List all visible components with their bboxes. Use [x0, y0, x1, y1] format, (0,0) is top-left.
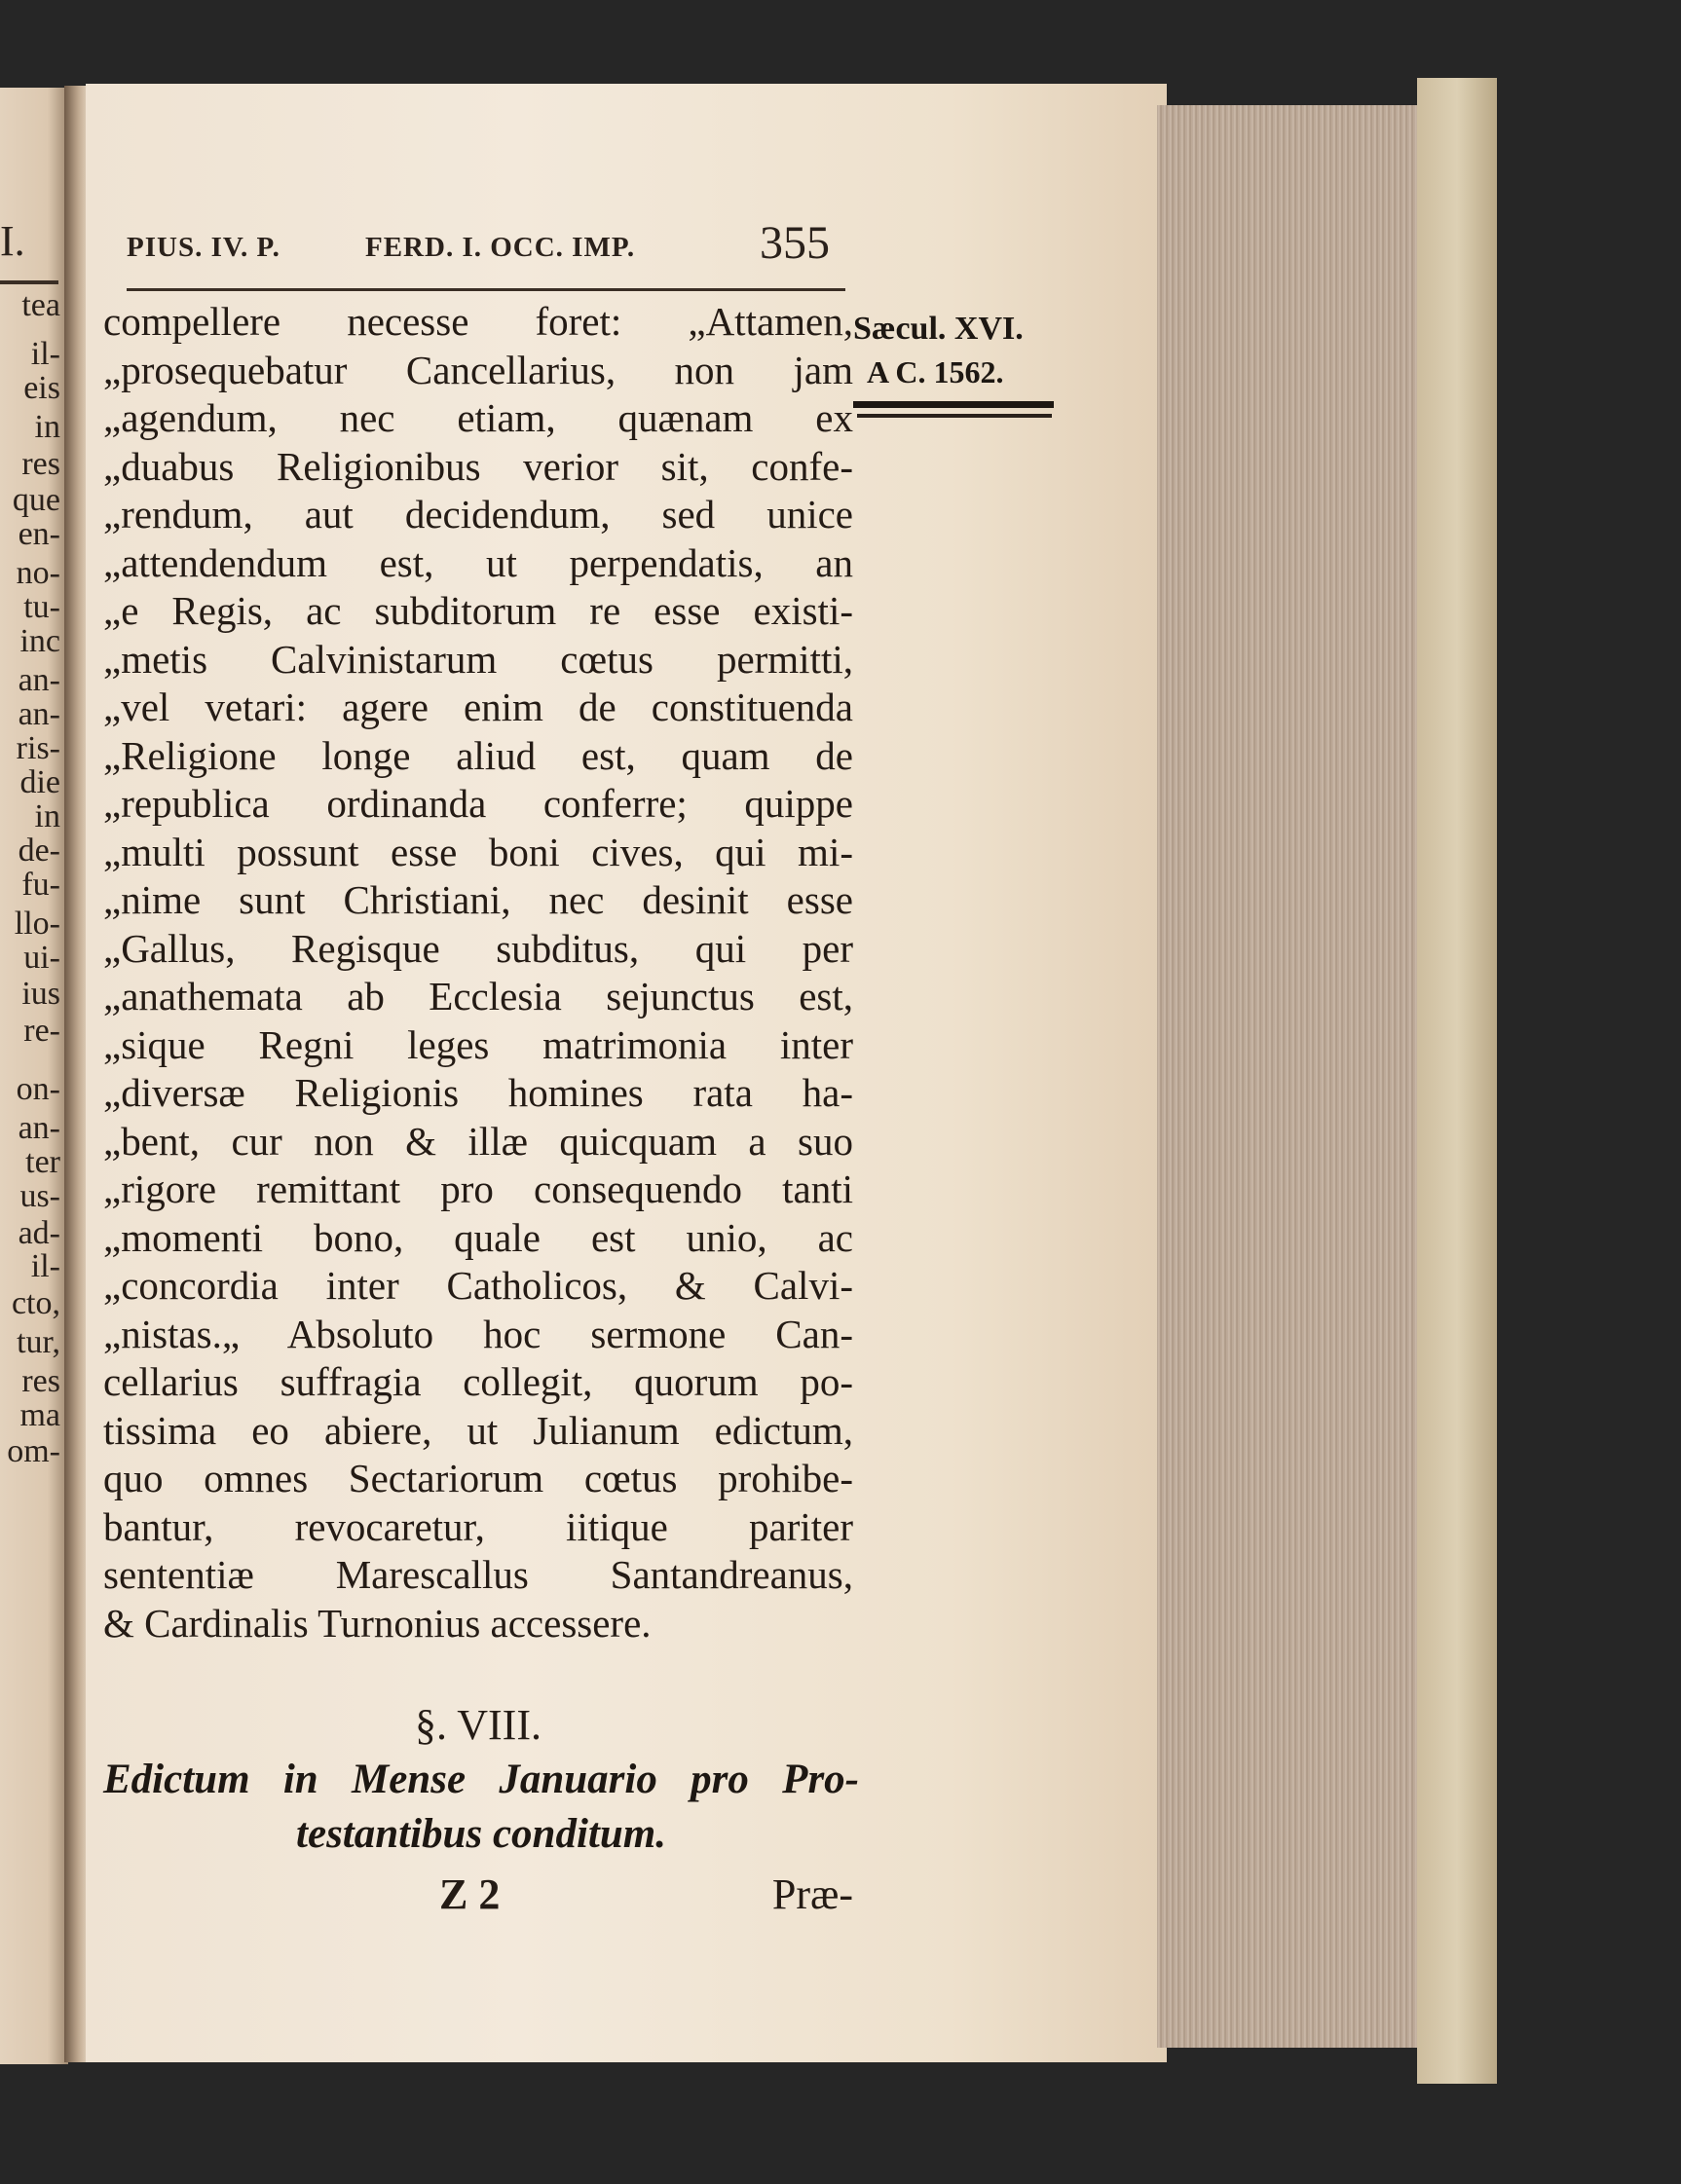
margin-year: A C. 1562.	[867, 354, 1004, 389]
facing-page-fragment: us-	[19, 1178, 60, 1214]
facing-page-fragment: llo-	[14, 906, 60, 942]
text-line: quo omnes Sectariorum cœtus prohibe-	[103, 1456, 853, 1500]
text-line: „republica ordinanda conferre; quippe	[103, 781, 853, 826]
text-line: „metis Calvinistarum cœtus permitti,	[103, 636, 853, 682]
text-line: sententiæ Marescallus Santandreanus,	[103, 1552, 853, 1597]
facing-page-fragment: ma	[19, 1397, 60, 1433]
facing-page-fragment: de-	[18, 833, 60, 869]
facing-page-fragment: cto,	[11, 1285, 60, 1321]
section-title-line-2: testantibus conditum.	[296, 1811, 666, 1857]
facing-page-fragment: que	[12, 482, 60, 518]
text-line: „Gallus, Regisque subditus, qui per	[103, 925, 853, 971]
facing-page-fragment: fu-	[21, 867, 60, 903]
facing-page-fragment: ris-	[16, 730, 60, 766]
facing-page-rule	[0, 280, 58, 284]
facing-page-fragment: no-	[16, 555, 60, 591]
text-line: „nistas.„ Absoluto hoc sermone Can-	[103, 1311, 853, 1356]
text-line: cellarius suffragia collegit, quorum po-	[103, 1359, 853, 1404]
facing-page-fragment: il-	[30, 336, 60, 372]
text-line: „e Regis, ac subditorum re esse existi-	[103, 588, 853, 633]
text-line: „attendendum est, ut perpendatis, an	[103, 539, 853, 585]
text-line: & Cardinalis Turnonius accessere.	[103, 1600, 652, 1646]
facing-page-fragment: ui-	[23, 940, 60, 976]
facing-page-fragment: die	[19, 764, 60, 800]
text-line: „rendum, aut decidendum, sed unice	[103, 492, 853, 537]
facing-page-fragment: om-	[7, 1433, 60, 1469]
facing-page-fragment: il-	[30, 1248, 60, 1284]
text-line: „prosequebatur Cancellarius, non jam	[103, 347, 853, 392]
facing-page-fragment: eis	[23, 370, 60, 406]
text-line: „Religione longe aliud est, quam de	[103, 732, 853, 778]
margin-rule-thick	[853, 401, 1054, 408]
margin-rule-thin	[857, 414, 1052, 418]
facing-page-fragment: ad-	[18, 1215, 60, 1251]
facing-page-fragment: tur,	[17, 1324, 60, 1360]
facing-page-fragment: res	[21, 1363, 60, 1399]
text-line: „diversæ Religionis homines rata ha-	[103, 1070, 853, 1115]
facing-page-fragment: on-	[16, 1071, 60, 1107]
header-rule	[127, 288, 845, 291]
facing-page-fragment: in	[34, 798, 60, 834]
running-header	[127, 212, 847, 271]
page-edges	[1157, 105, 1422, 2048]
facing-page-fragment: re-	[23, 1013, 60, 1049]
margin-note	[853, 308, 1058, 393]
facing-page-fragment: an-	[18, 662, 60, 698]
text-line: „rigore remittant pro consequendo tanti	[103, 1166, 853, 1211]
text-line: tissima eo abiere, ut Julianum edictum,	[103, 1407, 853, 1453]
facing-page-head: I.	[0, 217, 25, 265]
text-line: „nime sunt Christiani, nec desinit esse	[103, 877, 853, 922]
section-number: §. VIII.	[415, 1701, 542, 1749]
facing-page-fragment: inc	[19, 623, 60, 659]
text-line: „anathemata ab Ecclesia sejunctus est,	[103, 974, 853, 1018]
facing-page-fragment: tu-	[23, 589, 60, 625]
text-line: „concordia inter Catholicos, & Calvi-	[103, 1263, 853, 1308]
text-line: „bent, cur non & illæ quicquam a suo	[103, 1118, 853, 1164]
text-line: „agendum, nec etiam, quænam ex	[103, 395, 853, 440]
header-emperor: FERD. I. OCC. IMP.	[365, 232, 636, 263]
facing-page-edge	[0, 88, 68, 2064]
text-line: compellere necesse foret: „Attamen,	[103, 299, 853, 344]
section-title	[103, 1753, 859, 1862]
facing-page-fragment: tea	[21, 287, 60, 323]
text-line: „sique Regni leges matrimonia inter	[103, 1021, 853, 1067]
facing-page-fragment: in	[34, 409, 60, 445]
text-line: bantur, revocaretur, iitique pariter	[103, 1503, 853, 1549]
facing-page-fragment: an-	[18, 696, 60, 732]
facing-page-fragment: ius	[21, 976, 60, 1012]
signature-mark: Z 2	[439, 1870, 501, 1918]
section-title-line-1: Edictum in Mense Januario pro Pro-	[103, 1757, 859, 1802]
page-number: 355	[760, 217, 830, 269]
text-line: „duabus Religionibus verior sit, confe-	[103, 443, 853, 489]
page-footer	[103, 1869, 853, 1928]
facing-page-fragment: an-	[18, 1110, 60, 1146]
catchword: Præ-	[771, 1870, 853, 1918]
facing-page-fragment: en-	[18, 516, 60, 552]
body-text	[103, 298, 853, 1647]
text-line: „multi possunt esse boni cives, qui mi-	[103, 829, 853, 874]
facing-page-fragment: ter	[25, 1144, 60, 1180]
text-line: „momenti bono, quale est unio, ac	[103, 1214, 853, 1260]
facing-page-fragment: res	[21, 446, 60, 482]
margin-century: Sæcul. XVI.	[853, 311, 1024, 347]
header-pope: PIUS. IV. P.	[127, 232, 280, 263]
book-cover-edge	[1417, 78, 1497, 2084]
text-line: „vel vetari: agere enim de constituenda	[103, 685, 853, 729]
